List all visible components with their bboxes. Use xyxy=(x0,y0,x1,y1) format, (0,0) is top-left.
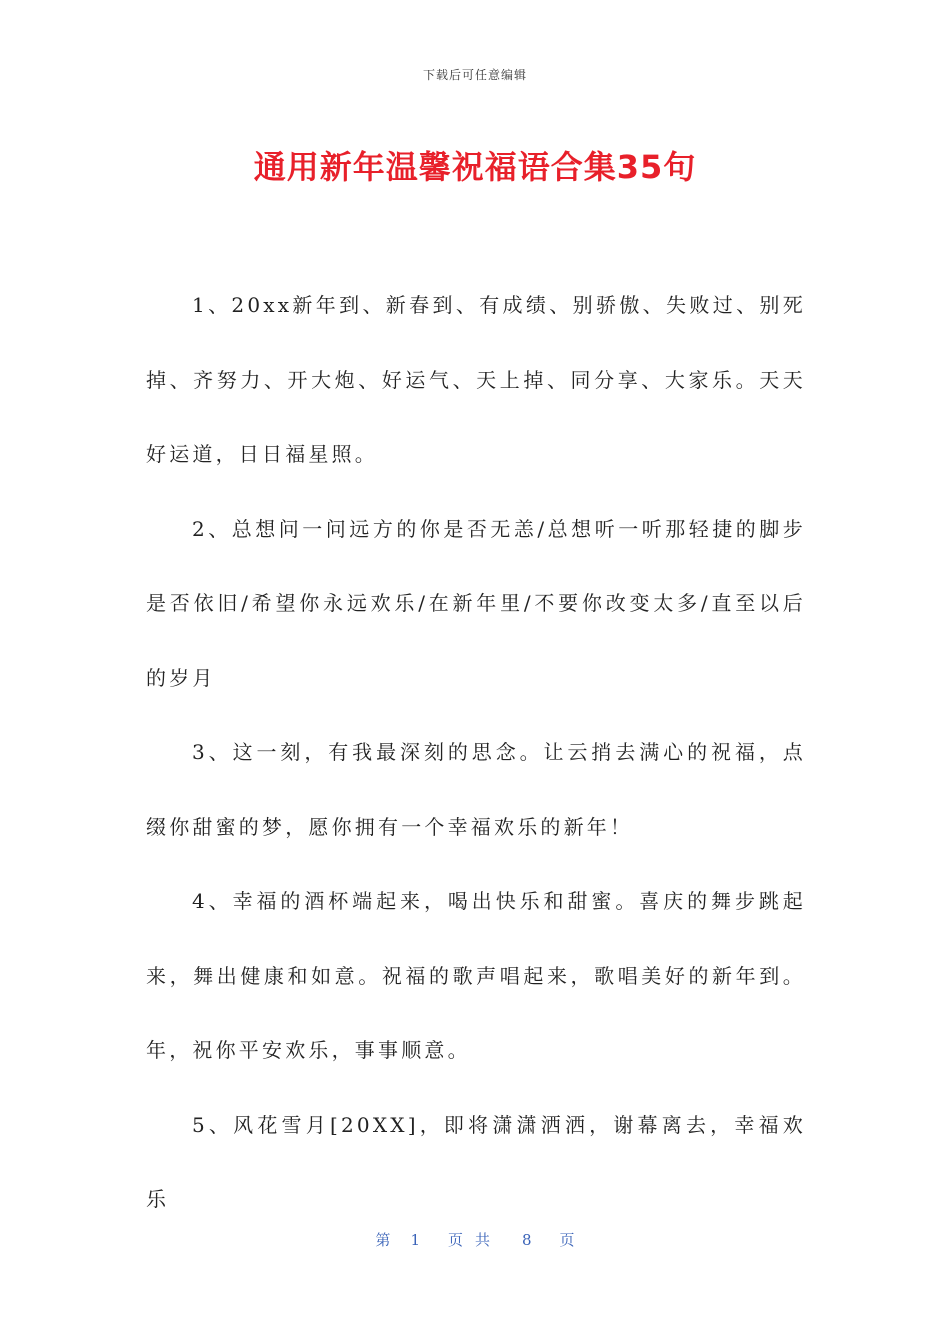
page-footer xyxy=(0,1229,950,1250)
footer-page-suffix: 页 xyxy=(559,1231,575,1249)
footer-page-prefix: 第 xyxy=(375,1231,391,1249)
paragraph-1: 1、20xx新年到、新春到、有成绩、别骄傲、失败过、别死掉、齐努力、开大炮、好运气、天上掉、同分享、大家乐。天天好运道，日日福星照。 xyxy=(146,293,806,466)
footer-page-total: 8 xyxy=(522,1231,532,1249)
footer-page-mid: 页共 xyxy=(447,1231,502,1249)
footer-page-current: 1 xyxy=(410,1231,420,1249)
header-note: 下载后可任意编辑 xyxy=(422,68,527,82)
paragraph-5: 5、风花雪月[20XX]，即将潇潇洒洒，谢幕离去，幸福欢乐 xyxy=(146,1112,806,1211)
paragraph-2: 2、总想问一问远方的你是否无恙/总想听一听那轻捷的脚步是否依旧/希望你永远欢乐/在新年里/不要你改变太多/直至以后的岁月 xyxy=(146,516,806,690)
document-title: 通用新年温馨祝福语合集35句 xyxy=(253,148,697,186)
paragraph-4: 4、幸福的酒杯端起来，喝出快乐和甜蜜。喜庆的舞步跳起来，舞出健康和如意。祝福的歌声唱起来，歌唱美好的新年到。年，祝你平安欢乐，事事顺意。 xyxy=(146,889,806,1062)
document-body xyxy=(146,268,806,1237)
paragraph-3: 3、这一刻，有我最深刻的思念。让云捎去满心的祝福，点缀你甜蜜的梦，愿你拥有一个幸福欢乐的新年！ xyxy=(146,740,806,839)
